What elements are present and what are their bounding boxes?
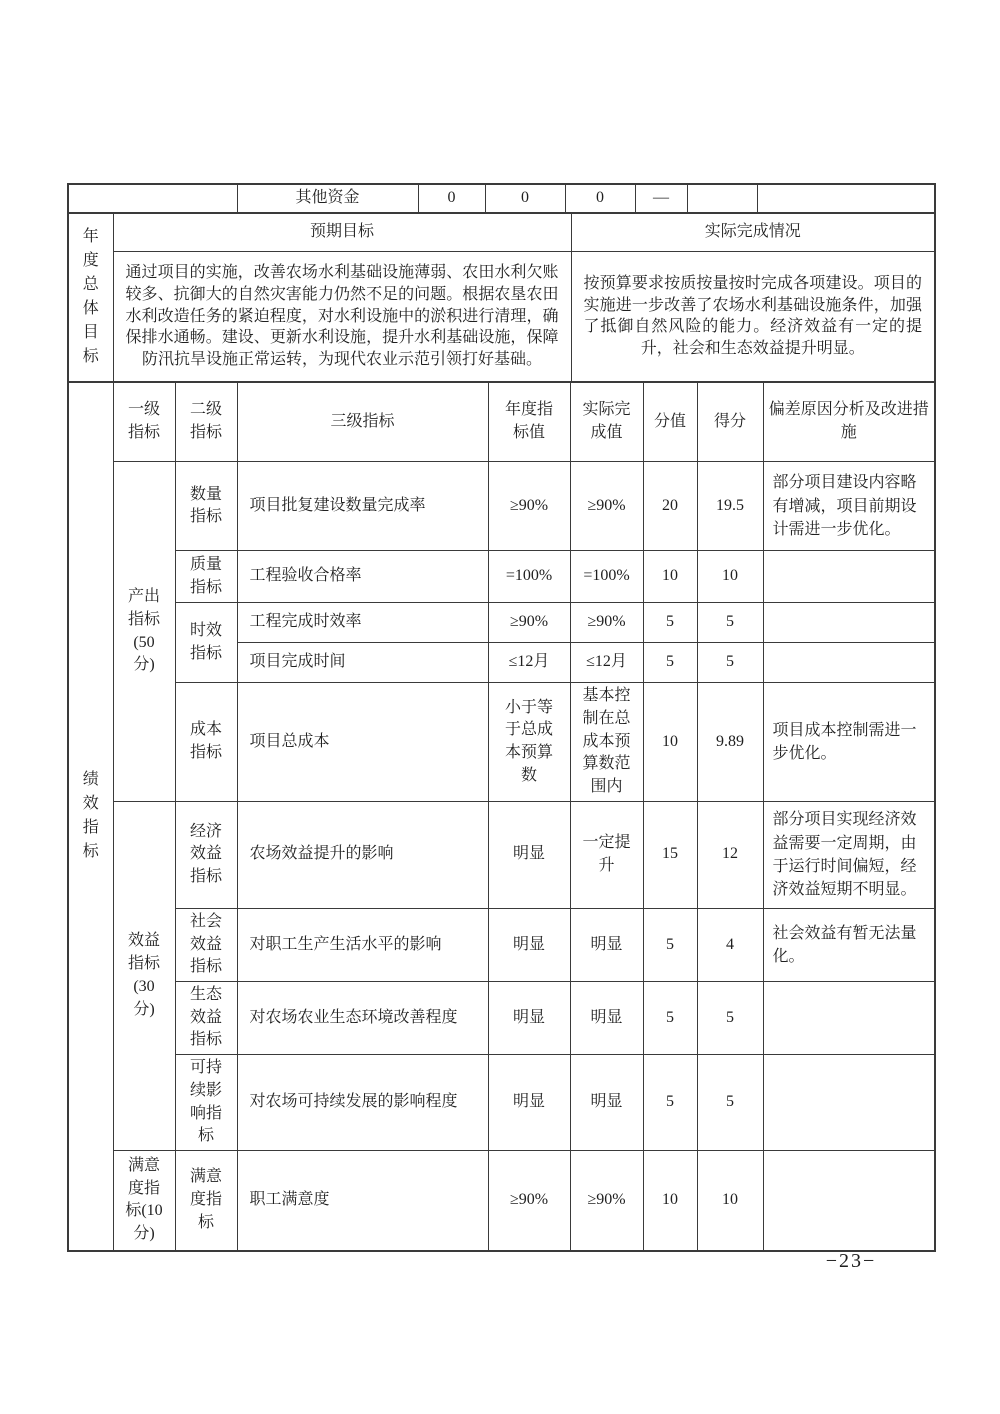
annual-goal-body-row [68, 252, 935, 382]
level2-economic: 经济效益指标 [175, 801, 237, 908]
fund-table-fragment [67, 183, 936, 214]
indicator-points: 10 [643, 551, 697, 603]
indicator-points: 20 [643, 462, 697, 551]
indicator-score: 9.89 [697, 683, 763, 802]
indicator-name: 对农场农业生态环境改善程度 [237, 981, 488, 1054]
indicator-points: 10 [643, 683, 697, 802]
col-header-actual: 实际完成值 [570, 382, 643, 462]
actual-completion-header: 实际完成情况 [571, 213, 935, 252]
annual-goal-header-row [68, 213, 935, 252]
level2-sustainable: 可持续影响指标 [175, 1055, 237, 1151]
indicators-header-row [68, 382, 935, 462]
actual-completion-text: 按预算要求按质按量按时完成各项建设。项目的实施进一步改善了农场水利基础设施条件，加强了抵御自然风险的能力。经济效益有一定的提升，社会和生态效益提升明显。 [571, 252, 935, 382]
fund-row-value-2: 0 [485, 184, 565, 213]
indicator-deviation: 社会效益有暂无法量化。 [763, 908, 935, 981]
indicators-table [67, 381, 936, 1252]
indicator-score: 10 [697, 551, 763, 603]
fund-row-value-5 [687, 184, 757, 213]
indicator-score: 19.5 [697, 462, 763, 551]
expected-goal-text: 通过项目的实施，改善农场水利基础设施薄弱、农田水利欠账较多、抗御大的自然灾害能力仍然不足的问题。根据农垦农田水利改造任务的紧迫程度，对水利设施中的淤积进行清理，确保排水通畅。建设、更新水利设施，提升水利基础设施，保障防汛抗旱设施正常运转，为现代农业示范引领打好基础。 [113, 252, 571, 382]
indicator-name: 项目完成时间 [237, 643, 488, 683]
indicator-name: 项目批复建设数量完成率 [237, 462, 488, 551]
level1-output: 产出指标(50分) [113, 462, 175, 802]
indicator-actual: ≤12月 [570, 643, 643, 683]
indicator-deviation [763, 1055, 935, 1151]
indicator-target: 明显 [488, 801, 570, 908]
indicator-actual: =100% [570, 551, 643, 603]
indicator-deviation [763, 981, 935, 1054]
indicator-score: 12 [697, 801, 763, 908]
indicator-name: 职工满意度 [237, 1151, 488, 1251]
indicator-points: 5 [643, 981, 697, 1054]
level2-quality: 质量指标 [175, 551, 237, 603]
indicator-actual: 明显 [570, 981, 643, 1054]
indicator-row-quantity [68, 462, 935, 551]
annual-goal-table [67, 212, 936, 383]
expected-goal-header: 预期目标 [113, 213, 571, 252]
indicator-score: 5 [697, 643, 763, 683]
col-header-score: 得分 [697, 382, 763, 462]
indicator-score: 4 [697, 908, 763, 981]
annual-goal-side-header-text: 年度总体目标 [82, 228, 99, 366]
indicator-row-ecological [68, 981, 935, 1054]
indicator-name: 对职工生产生活水平的影响 [237, 908, 488, 981]
indicator-row-satisfaction [68, 1151, 935, 1251]
indicator-actual: ≥90% [570, 462, 643, 551]
indicator-actual: 一定提升 [570, 801, 643, 908]
fund-row-value-1: 0 [418, 184, 485, 213]
level1-benefit: 效益指标(30分) [113, 801, 175, 1150]
fund-row-value-4: — [635, 184, 687, 213]
level2-ecological: 生态效益指标 [175, 981, 237, 1054]
fund-row-value-6 [757, 184, 935, 213]
indicator-points: 15 [643, 801, 697, 908]
fund-row [68, 184, 935, 213]
indicator-deviation: 部分项目建设内容略有增减，项目前期设计需进一步优化。 [763, 462, 935, 551]
indicator-points: 5 [643, 908, 697, 981]
col-header-level3: 三级指标 [237, 382, 488, 462]
fund-row-label: 其他资金 [237, 184, 418, 213]
indicator-actual: 明显 [570, 908, 643, 981]
indicator-deviation [763, 551, 935, 603]
indicator-row-economic [68, 801, 935, 908]
indicator-target: 小于等于总成本预算数 [488, 683, 570, 802]
indicator-points: 10 [643, 1151, 697, 1251]
indicator-name: 农场效益提升的影响 [237, 801, 488, 908]
indicator-row-timeliness-1 [68, 603, 935, 643]
level2-satisfaction: 满意度指标 [175, 1151, 237, 1251]
level2-social: 社会效益指标 [175, 908, 237, 981]
indicator-row-cost [68, 683, 935, 802]
annual-goal-side-header [68, 213, 113, 382]
level2-quantity: 数量指标 [175, 462, 237, 551]
col-header-level1: 一级指标 [113, 382, 175, 462]
col-header-points: 分值 [643, 382, 697, 462]
indicator-row-quality [68, 551, 935, 603]
indicators-side-header-text: 绩效指标 [82, 771, 99, 861]
indicator-target: ≥90% [488, 1151, 570, 1251]
document-content [67, 183, 934, 1252]
indicator-score: 10 [697, 1151, 763, 1251]
indicator-points: 5 [643, 603, 697, 643]
indicator-target: 明显 [488, 981, 570, 1054]
indicator-actual: 基本控制在总成本预算数范围内 [570, 683, 643, 802]
indicator-target: ≥90% [488, 462, 570, 551]
fund-row-value-3: 0 [565, 184, 635, 213]
indicator-score: 5 [697, 981, 763, 1054]
level2-cost: 成本指标 [175, 683, 237, 802]
col-header-deviation: 偏差原因分析及改进措施 [763, 382, 935, 462]
indicator-name: 对农场可持续发展的影响程度 [237, 1055, 488, 1151]
indicator-actual: ≥90% [570, 1151, 643, 1251]
indicator-row-social [68, 908, 935, 981]
indicator-target: 明显 [488, 908, 570, 981]
indicator-deviation [763, 603, 935, 643]
indicators-side-header [68, 382, 113, 1251]
indicator-name: 工程验收合格率 [237, 551, 488, 603]
indicator-target: ≤12月 [488, 643, 570, 683]
indicator-target: ≥90% [488, 603, 570, 643]
page-number: −23− [825, 1250, 877, 1272]
indicator-deviation [763, 1151, 935, 1251]
indicator-deviation: 部分项目实现经济效益需要一定周期，由于运行时间偏短，经济效益短期不明显。 [763, 801, 935, 908]
indicator-actual: ≥90% [570, 603, 643, 643]
indicator-deviation: 项目成本控制需进一步优化。 [763, 683, 935, 802]
fund-row-spacer [68, 184, 237, 213]
indicator-score: 5 [697, 603, 763, 643]
col-header-level2: 二级指标 [175, 382, 237, 462]
indicator-name: 项目总成本 [237, 683, 488, 802]
level1-satisfaction: 满意度指标(10分) [113, 1151, 175, 1251]
indicator-points: 5 [643, 643, 697, 683]
indicator-actual: 明显 [570, 1055, 643, 1151]
indicator-deviation [763, 643, 935, 683]
col-header-target: 年度指标值 [488, 382, 570, 462]
indicator-score: 5 [697, 1055, 763, 1151]
indicator-row-sustainable [68, 1055, 935, 1151]
level2-timeliness: 时效指标 [175, 603, 237, 683]
indicator-points: 5 [643, 1055, 697, 1151]
indicator-target: 明显 [488, 1055, 570, 1151]
indicator-target: =100% [488, 551, 570, 603]
indicator-name: 工程完成时效率 [237, 603, 488, 643]
